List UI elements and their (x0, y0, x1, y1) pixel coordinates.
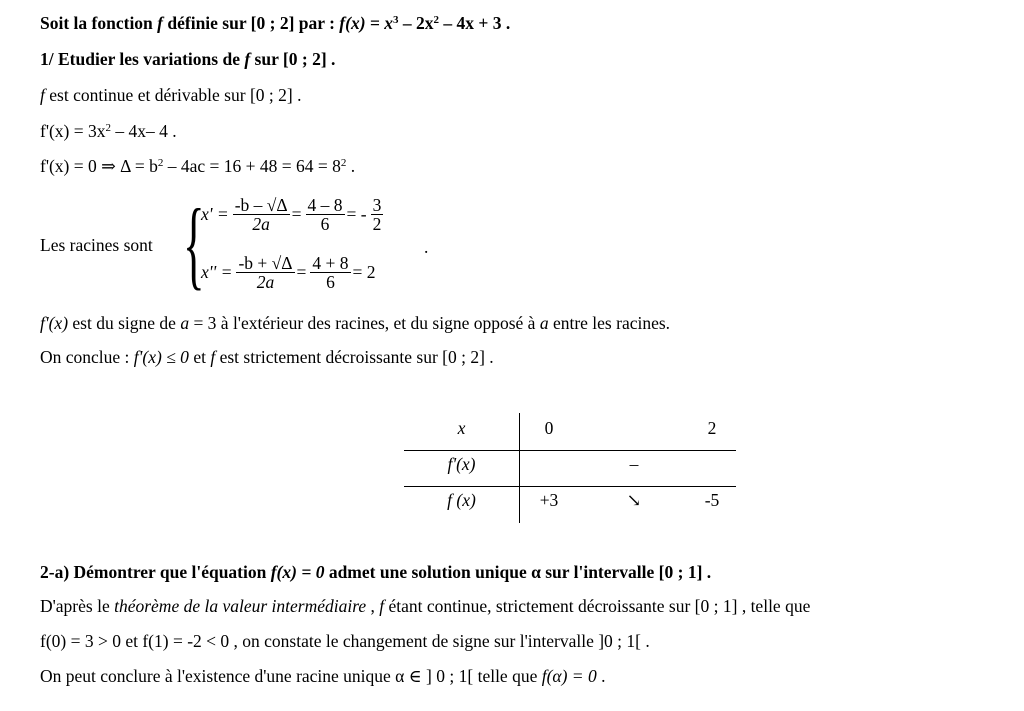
fraction: $\frac{-b - √\Delta}{2a}$ (234, 195, 288, 234)
root-1: x' = $\frac{-b - √\Delta}{2a}$ = $\frac{4 - 8}{6}$ = - $\frac{3}{2}$ (201, 195, 382, 234)
function-start-value: +3 (539, 490, 559, 510)
derivative-line: $f'(x) = 3x^2 - 4x-$ 4 . (40, 121, 177, 141)
fraction: $\frac{-b + √\Delta}{2a}$ (238, 253, 293, 292)
question-2a: 2-a) Démontrer que l'équation f(x) = 0 admet une solution unique α sur l'intervalle [0 ; 1] . (40, 562, 712, 582)
fraction: $\frac{3}{2}$ (372, 195, 382, 234)
derivative-sign: – (629, 454, 639, 474)
table-header-derivative: f'(x) (447, 454, 476, 474)
table-header-x: x (457, 418, 466, 438)
root-2: x'' = $\frac{-b + √\Delta}{2a}$ = $\frac{4 + 8}{6}$ = 2 (201, 253, 376, 292)
table-x-start: 0 (544, 418, 554, 438)
table-divider (519, 413, 520, 523)
discriminant-line: f'(x) = 0 ⇒ $\Delta = b^2 - 4ac = 16 + 48 = 64 = 8^2$ . (40, 156, 356, 176)
final-line: On peut conclure à l'existence d'une racine unique α ∈ ] 0 ; 1[ telle que f(α) = 0 . (40, 666, 606, 686)
continuity-line: f est continue et dérivable sur [0 ; 2] . (40, 85, 302, 105)
ivt-line: D'après le théorème de la valeur intermédiaire , f étant continue, strictement décroissante sur [0 ; 1] , telle que (40, 596, 811, 616)
table-x-end: 2 (707, 418, 717, 438)
function-definition: Soit la fonction f définie sur [0 ; 2] par : $f(x) = x^3 - 2x^2 - 4x + 3$ . (40, 13, 511, 33)
left-brace-icon: { (183, 188, 205, 299)
variation-table (404, 413, 736, 523)
fraction: $\frac{4 + 8}{6}$ (312, 253, 349, 292)
table-header-function: f (x) (447, 490, 476, 510)
sign-line: f'(x) est du signe de a = 3 à l'extérieur des racines, et du signe opposé à a entre les racines. (40, 313, 671, 333)
roots-dot: . (424, 237, 429, 257)
values-line: f(0) = 3 > 0 et f(1) = -2 < 0 , on constate le changement de signe sur l'intervalle ]0 ; 1[ . (40, 631, 650, 651)
function-end-value: -5 (704, 490, 720, 510)
decreasing-arrow-icon: ↘ (626, 490, 642, 510)
roots-label: Les racines sont (40, 235, 153, 255)
table-divider (404, 450, 736, 451)
conclusion-line: On conclue : f'(x) ≤ 0 et f est strictement décroissante sur [0 ; 2] . (40, 347, 494, 367)
fraction: $\frac{4 - 8}{6}$ (307, 195, 343, 234)
question-1: 1/ Etudier les variations de f sur [0 ; 2] . (40, 49, 336, 69)
table-divider (404, 486, 736, 487)
